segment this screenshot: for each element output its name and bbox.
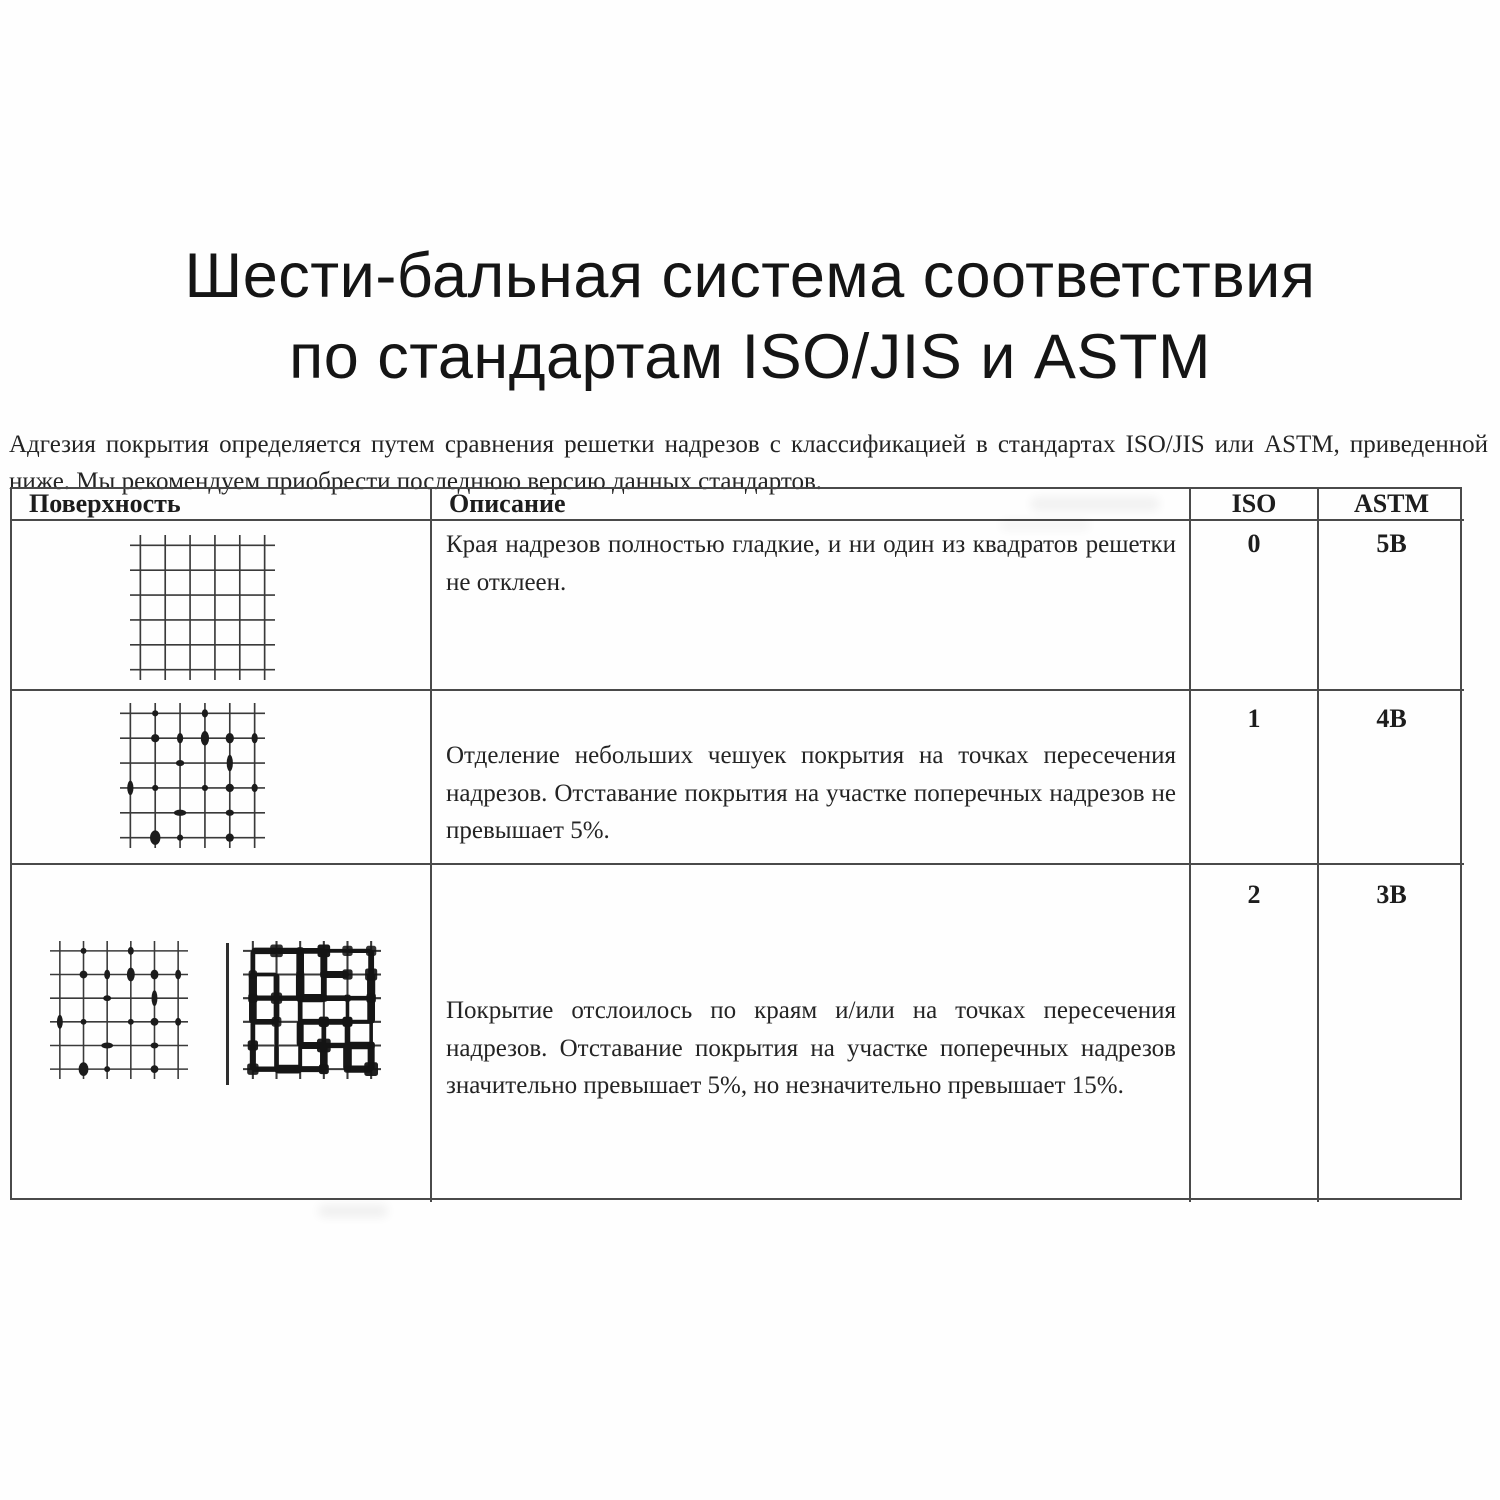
table-row-2-surface-cell: [12, 691, 432, 865]
page-title: [0, 236, 1500, 398]
scan-smudge: [318, 1205, 388, 1217]
page-title-line1: Шести-бальная система соответствия: [184, 241, 1316, 311]
table-row-1-surface-cell: [12, 521, 432, 691]
adhesion-rating-table: [10, 487, 1462, 1200]
cross-cut-grid-clean-icon: [130, 535, 275, 680]
page-title-line2: по стандартам ISO/JIS и ASTM: [289, 322, 1211, 392]
table-row-3-surface-cell: [12, 865, 432, 1202]
column-header-surface: Поверхность: [12, 489, 432, 521]
table-row-1-iso-value: 0: [1191, 521, 1319, 691]
table-row-3-description: Покрытие отслоилось по краям и/или на точках пересечения надрезов. Отставание покрытия на участке поперечных надрезов значительно превышает 5%, но незначительно превышает 15%.: [432, 865, 1191, 1202]
intro-paragraph: Адгезия покрытия определяется путем сравнения решетки надрезов с классификацией в стандартах ISO/JIS или ASTM, приведенной ниже. Мы рекомендуем приобрести последнюю версию данных стандартов.: [9, 431, 1488, 495]
column-header-astm: ASTM: [1319, 489, 1464, 521]
figure-wrap: [12, 521, 430, 689]
cross-cut-grid-heavily-flaked-icon: [243, 941, 381, 1079]
column-header-iso: ISO: [1191, 489, 1319, 521]
table-row-2-astm-value: 4B: [1319, 691, 1464, 865]
figure-wrap: [12, 865, 430, 1202]
cross-cut-grid-flaked-icon: [120, 703, 265, 848]
table-row-1-description: Края надрезов полностью гладкие, и ни один из квадратов решетки не отклеен.: [432, 521, 1191, 691]
figure-separator-line: [226, 943, 229, 1085]
table-row-2-description: Отделение небольших чешуек покрытия на точках пересечения надрезов. Отставание покрытия на участке поперечных надрезов не превышает 5%.: [432, 691, 1191, 865]
cross-cut-grid-flaked-icon: [50, 941, 188, 1079]
table-row-2-iso-value: 1: [1191, 691, 1319, 865]
table-row-3-iso-value: 2: [1191, 865, 1319, 1202]
column-header-description: Описание: [432, 489, 1191, 521]
table-row-1-astm-value: 5B: [1319, 521, 1464, 691]
table-row-3-astm-value: 3B: [1376, 880, 1407, 909]
figure-wrap: [12, 691, 430, 863]
